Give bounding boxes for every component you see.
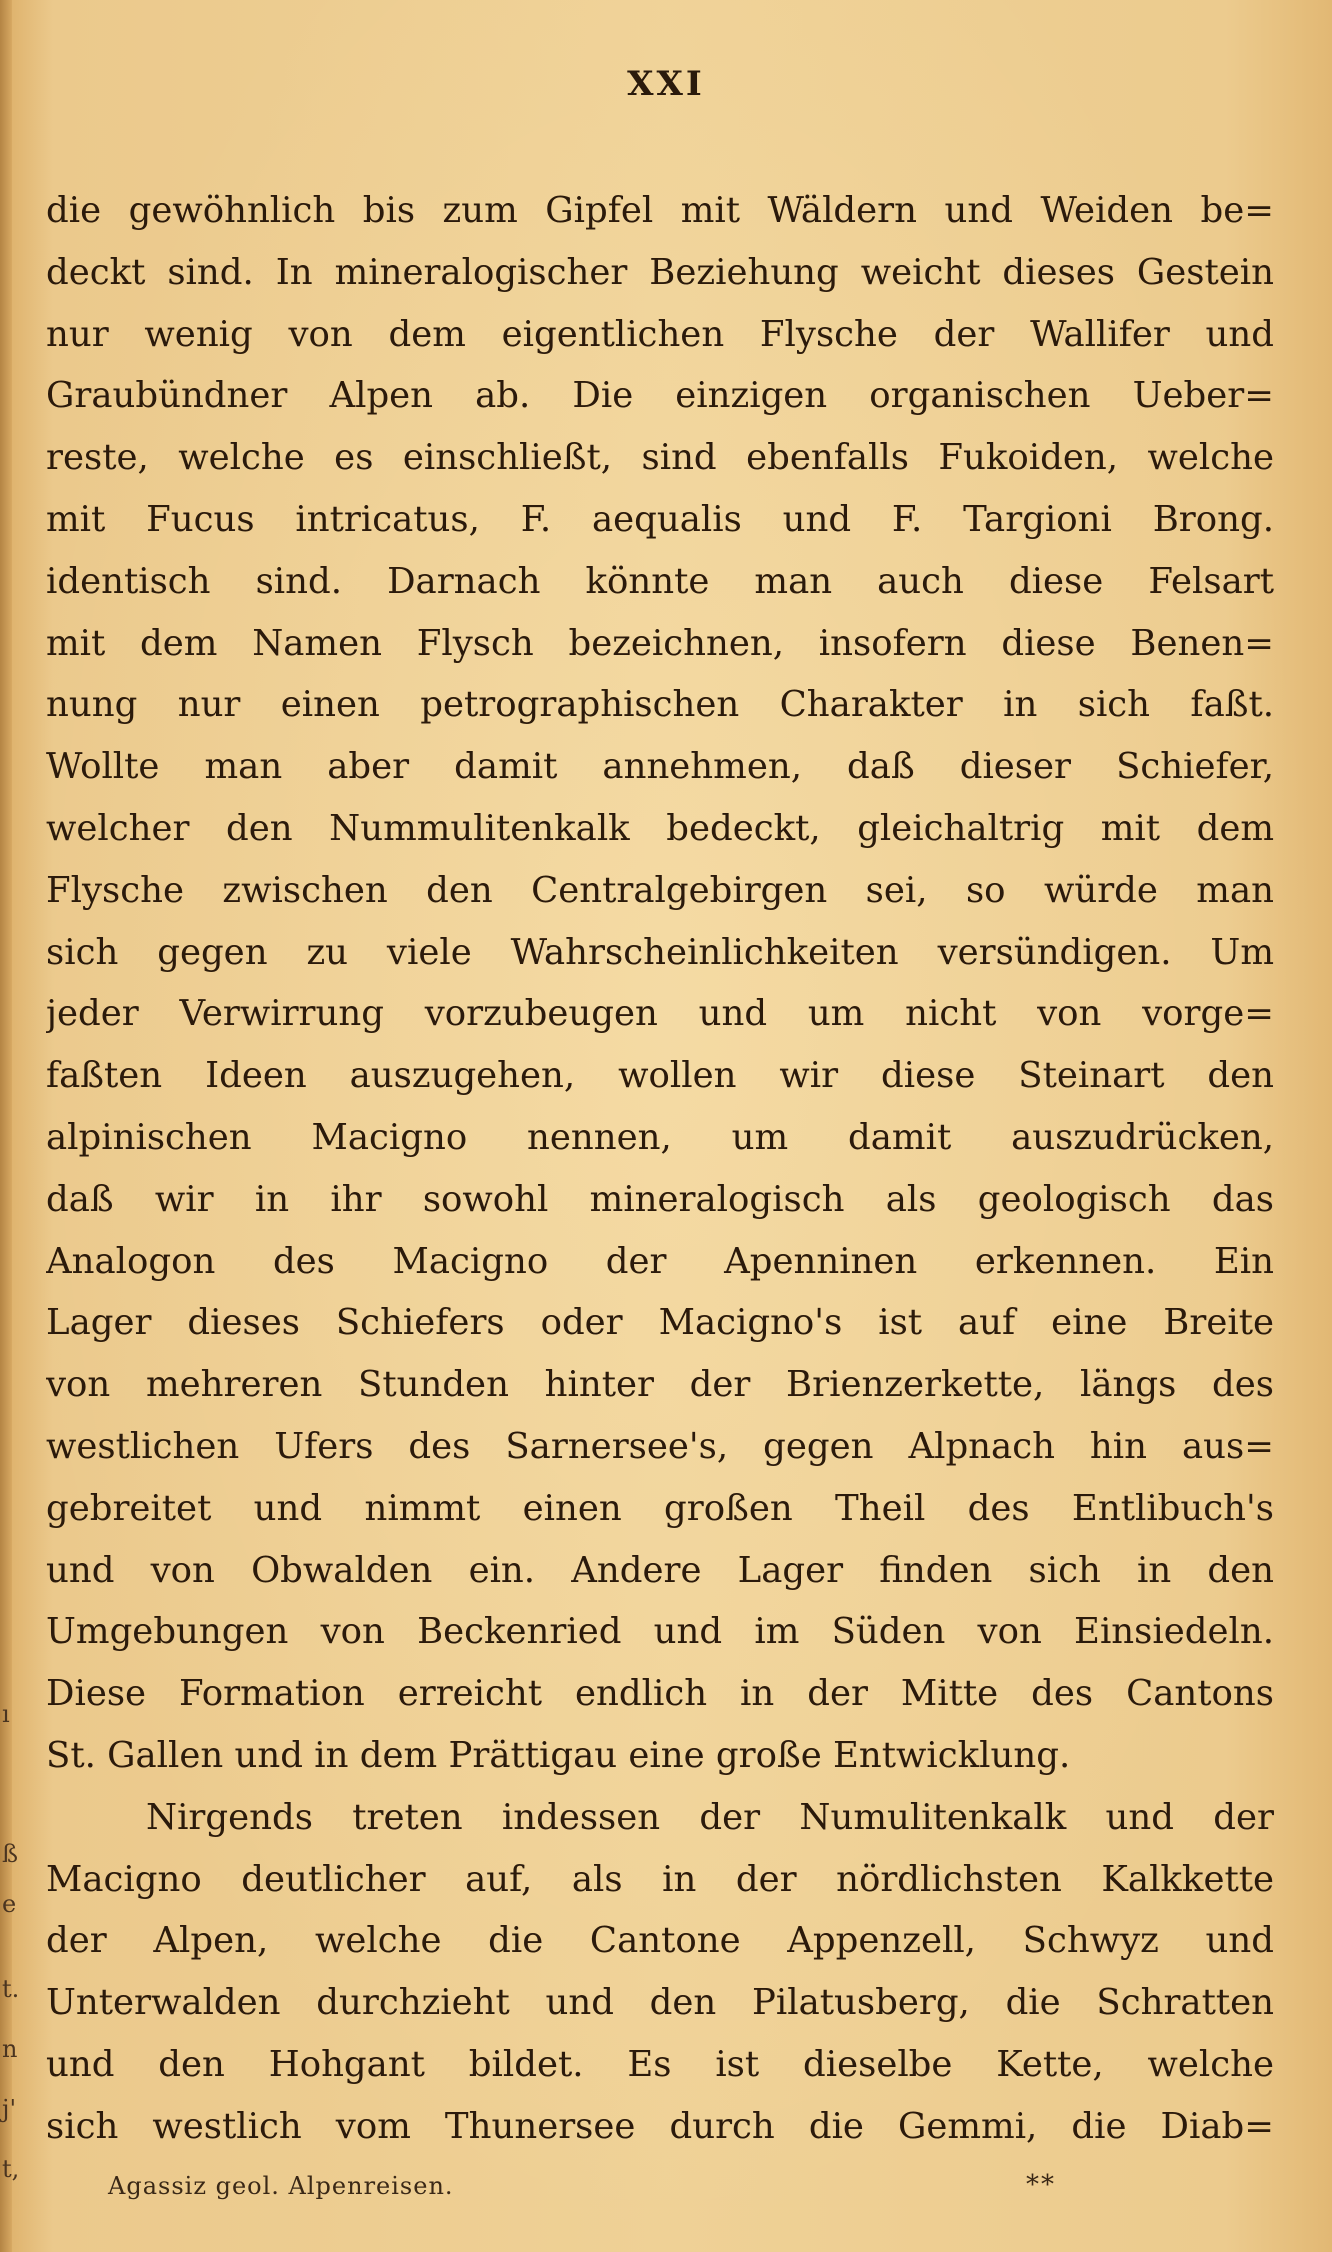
- text-line: sich westlich vom Thunersee durch die Gemmi, die Diab=: [46, 2105, 1274, 2147]
- paragraph-first-line: Nirgends treten indessen der Numulitenkalk und der: [146, 1796, 1274, 1838]
- text-line: alpinischen Macigno nennen, um damit auszudrücken,: [46, 1116, 1274, 1158]
- text-line: Analogon des Macigno der Apenninen erkennen. Ein: [46, 1240, 1274, 1282]
- text-line: nung nur einen petrographischen Charakter in sich faßt.: [46, 684, 1274, 726]
- text-line: Wollte man aber damit annehmen, daß dieser Schiefer,: [46, 746, 1274, 788]
- text-line: Macigno deutlicher auf, als in der nördlichsten Kalkkette: [46, 1858, 1274, 1900]
- text-line: Umgebungen von Beckenried und im Süden von Einsiedeln.: [46, 1611, 1274, 1653]
- margin-mark: e: [2, 1890, 17, 1918]
- text-line: und von Obwalden ein. Andere Lager finden sich in den: [46, 1549, 1274, 1591]
- text-line: Diese Formation erreicht endlich in der Mitte des Cantons: [46, 1673, 1274, 1715]
- text-line: mit dem Namen Flysch bezeichnen, insofern diese Benen=: [46, 622, 1274, 664]
- text-line: faßten Ideen auszugehen, wollen wir diese Steinart den: [46, 1055, 1274, 1097]
- text-line: westlichen Ufers des Sarnersee's, gegen Alpnach hin aus=: [46, 1425, 1274, 1467]
- text-line: mit Fucus intricatus, F. aequalis und F. Targioni Brong.: [46, 498, 1274, 540]
- text-line: jeder Verwirrung vorzubeugen und um nicht von vorge=: [46, 993, 1274, 1035]
- page-number: XXI: [627, 64, 705, 104]
- text-line: der Alpen, welche die Cantone Appenzell, Schwyz und: [46, 1920, 1274, 1962]
- margin-mark: n: [2, 2035, 18, 2063]
- sheet-mark: **: [1026, 2170, 1056, 2200]
- printer-signature: Agassiz geol. Alpenreisen.: [108, 2172, 454, 2200]
- text-line: Unterwalden durchzieht und den Pilatusberg, die Schratten: [46, 1982, 1274, 2024]
- text-line: daß wir in ihr sowohl mineralogisch als geologisch das: [46, 1178, 1274, 1220]
- body-text: [46, 180, 1274, 2158]
- text-line: und den Hohgant bildet. Es ist dieselbe Kette, welche: [46, 2043, 1274, 2085]
- text-line: deckt sind. In mineralogischer Beziehung weicht dieses Gestein: [46, 251, 1274, 293]
- margin-mark: t.: [2, 1975, 20, 2003]
- margin-mark: t,: [2, 2155, 20, 2183]
- text-line: sich gegen zu viele Wahrscheinlichkeiten versündigen. Um: [46, 931, 1274, 973]
- text-line: welcher den Nummulitenkalk bedeckt, gleichaltrig mit dem: [46, 807, 1274, 849]
- text-line: von mehreren Stunden hinter der Brienzerkette, längs des: [46, 1364, 1274, 1406]
- text-line: identisch sind. Darnach könnte man auch diese Felsart: [46, 560, 1274, 602]
- text-line: die gewöhnlich bis zum Gipfel mit Wäldern und Weiden be=: [46, 190, 1274, 231]
- text-line: Graubündner Alpen ab. Die einzigen organischen Ueber=: [46, 375, 1274, 417]
- text-line: reste, welche es einschließt, sind ebenfalls Fukoiden, welche: [46, 437, 1274, 479]
- margin-mark: j': [2, 2095, 17, 2123]
- text-line: Lager dieses Schiefers oder Macigno's ist auf eine Breite: [46, 1302, 1274, 1344]
- text-line: Flysche zwischen den Centralgebirgen sei, so würde man: [46, 869, 1274, 911]
- text-line: St. Gallen und in dem Prättigau eine große Entwicklung.: [46, 1734, 1071, 1776]
- text-line: gebreitet und nimmt einen großen Theil des Entlibuch's: [46, 1487, 1274, 1529]
- text-line: nur wenig von dem eigentlichen Flysche der Wallifer und: [46, 313, 1274, 355]
- page-footer: [108, 2172, 1108, 2212]
- margin-mark: ı: [2, 1700, 10, 1728]
- margin-mark: ß: [2, 1840, 19, 1868]
